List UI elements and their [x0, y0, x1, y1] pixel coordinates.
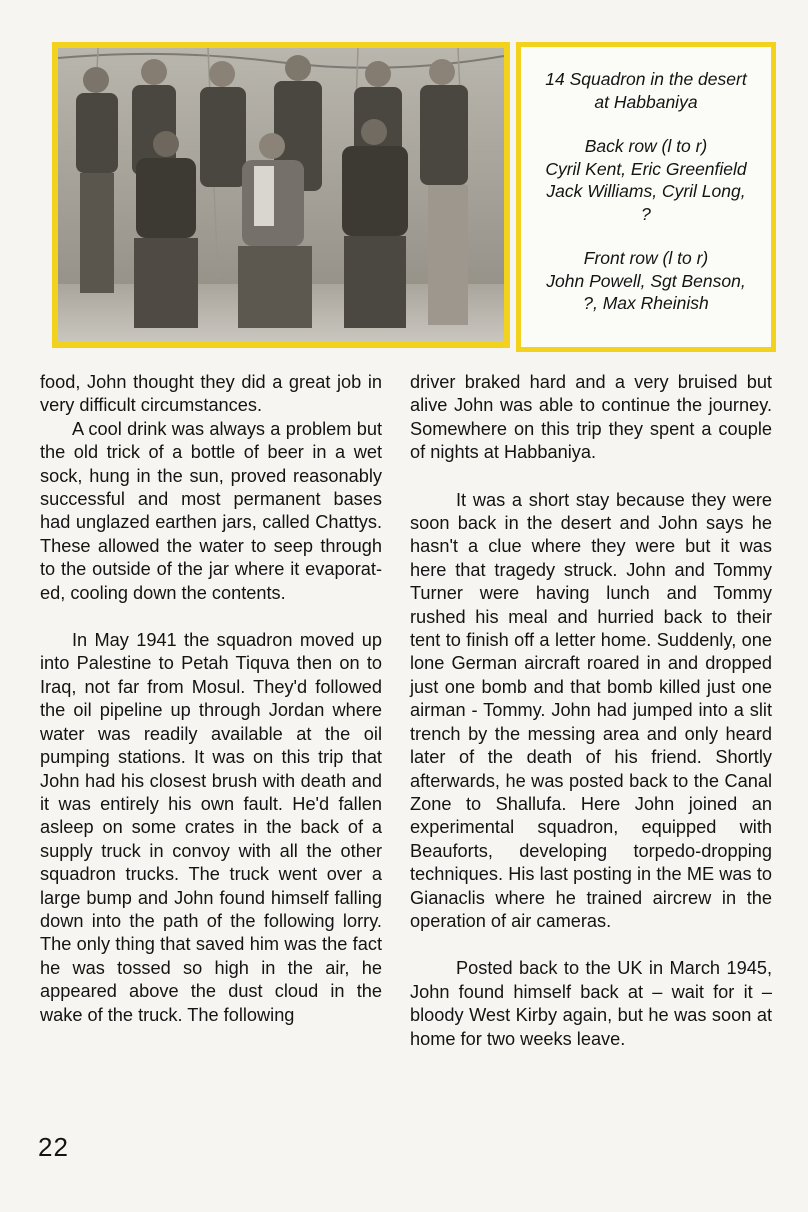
caption-back-row-names: Cyril Kent, Eric Greenfield Jack Williams, Cyril Long, ? [545, 158, 747, 224]
caption-title: 14 Squadron in the desert at Habbaniya [545, 69, 747, 112]
caption-front-row-names: John Powell, Sgt Benson, ?, Max Rheinish [546, 270, 746, 313]
caption-back-row-heading: Back row (l to r) [584, 136, 708, 156]
photo-frame [52, 42, 510, 348]
paragraph: In May 1941 the squadron moved up into Palestine to Petah Tiquva then on to Iraq, not far from Mosul. They'd followed the oil pipeline up through Jordan where water was readily available at the oil pumping stations. It was on this trip that John had his closest brush with death and it was entirely his own fault. He'd fallen asleep on some crates in the back of a supply truck in convoy with all the other squadron trucks. The truck went over a large bump and John found himself falling down into the path of the following lorry. The only thing that saved him was the fact he was tossed so high in the air, he appeared above the dust cloud in the wake of the truck. The following [40, 630, 382, 1025]
group-photo [58, 48, 504, 342]
left-column [40, 371, 382, 1027]
paragraph: It was a short stay because they were soon back in the desert and John says he hasn't a clue where they were but it was here that tragedy struck. John and Tommy Turner were having lunch and Tommy rushed his meal and hurried back to their tent to finish off a letter home. Suddenly, one lone German aircraft roared in and dropped just one bomb and that bomb killed just one airman - Tommy. John had jumped into a slit trench by the messing area and only heard later of the death of his friend. Shortly afterwards, he was posted back to the Canal Zone to Shallufa. Here John joined an experimental squadron, equipped with Beauforts, developing torpedo-dropping techniques. His last posting in the ME was to Gianaclis where he trained aircrew in the operation of air cameras. [410, 489, 772, 931]
page-number: 22 [38, 1132, 69, 1162]
paragraph: food, John thought they did a great job in very difficult circumstances. [40, 372, 382, 416]
paragraph: driver braked hard and a very bruised but alive John was able to continue the journey. Somewhere on this trip they spent a couple of nights at Habbaniya. [410, 372, 772, 463]
caption-frame [516, 42, 776, 352]
caption-front-row-heading: Front row (l to r) [583, 248, 709, 268]
photo-caption [521, 47, 771, 347]
paragraph: Posted back to the UK in March 1945, John found himself back at – wait for it – bloody West Kirby again, but he was soon at home for two weeks leave. [410, 958, 772, 1049]
paragraph: A cool drink was always a problem but the old trick of a bottle of beer in a wet sock, hung in the sun, proved reasonably successful and most permanent bases had unglazed earthen jars, called Chattys. These allowed the water to seep through to the outside of the jar where it evaporated, cooling down the contents. [40, 418, 382, 603]
right-column [410, 371, 772, 1051]
